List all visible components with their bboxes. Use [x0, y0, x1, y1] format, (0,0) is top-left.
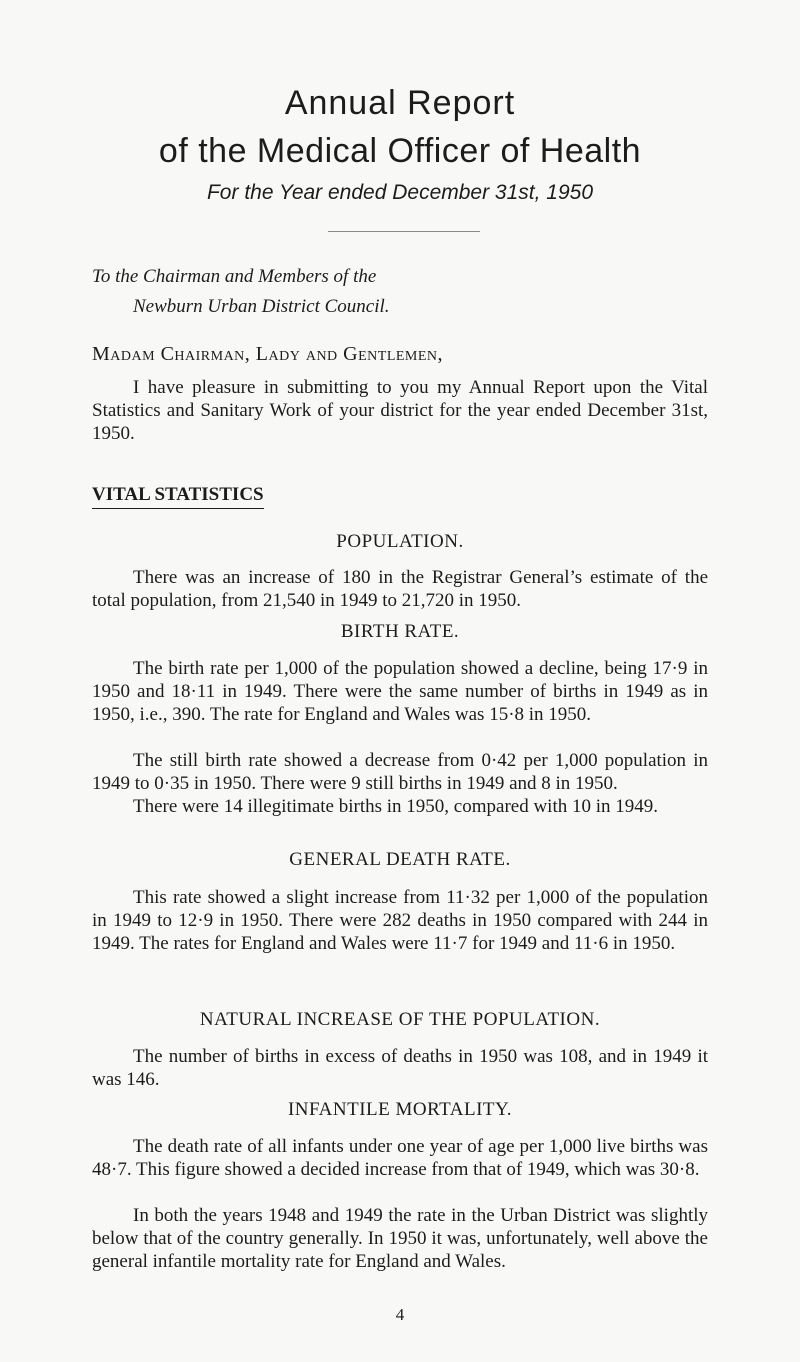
birth-rate-paragraph-2: The still birth rate showed a decrease from 0·42 per 1,000 population in 1949 to 0·35 in 1950. There were 9 still births in 1949 and 8 in 1950.	[92, 750, 708, 794]
population-paragraph: There was an increase of 180 in the Registrar General’s estimate of the total population, from 21,540 in 1949 to 21,720 in 1950.	[92, 567, 708, 611]
report-title-line1: Annual Report	[284, 84, 516, 122]
birth-rate-paragraph-3: There were 14 illegitimate births in 1950, compared with 10 in 1949.	[133, 796, 659, 817]
intro-paragraph: I have pleasure in submitting to you my Annual Report upon the Vital Statistics and Sanitary Work of your district for the year ended December 31st, 1950.	[92, 377, 708, 444]
infantile-mortality-paragraph-2: In both the years 1948 and 1949 the rate in the Urban District was slightly below that of the country generally. In 1950 it was, unfortunately, well above the general infantile mortality rate for England and Wales.	[92, 1205, 708, 1272]
birth-rate-paragraph-1: The birth rate per 1,000 of the population showed a decline, being 17·9 in 1950 and 18·11 in 1949. There were the same number of births in 1949 as in 1950, i.e., 390. The rate for England and Wales was 15·8 in 1950.	[92, 658, 708, 725]
heading-general-death-rate: GENERAL DEATH RATE.	[289, 849, 511, 870]
natural-increase-paragraph: The number of births in excess of deaths in 1950 was 108, and in 1949 it was 146.	[92, 1046, 708, 1090]
heading-infantile-mortality: INFANTILE MORTALITY.	[287, 1099, 513, 1120]
heading-population: POPULATION.	[336, 531, 464, 552]
address-line2: Newburn Urban District Council.	[133, 296, 390, 317]
address-line1: To the Chairman and Members of the	[92, 266, 377, 287]
section-title-vital-statistics: VITAL STATISTICS	[92, 484, 264, 509]
title-divider	[328, 231, 480, 232]
death-rate-paragraph: This rate showed a slight increase from 11·32 per 1,000 of the population in 1949 to 12·9 in 1950. There were 282 deaths in 1950 compared with 244 in 1949. The rates for England and Wales were 11·7 for 1949 and 11·6 in 1950.	[92, 887, 708, 954]
heading-birth-rate: BIRTH RATE.	[340, 621, 460, 642]
salutation: Madam Chairman, Lady and Gentlemen,	[92, 343, 444, 365]
page-number: 4	[395, 1305, 405, 1324]
report-title-line2: of the Medical Officer of Health	[158, 132, 642, 170]
infantile-mortality-paragraph-1: The death rate of all infants under one year of age per 1,000 live births was 48·7. This figure showed a decided increase from that of 1949, which was 30·8.	[92, 1136, 708, 1180]
report-subtitle: For the Year ended December 31st, 1950	[206, 181, 594, 204]
heading-natural-increase: NATURAL INCREASE OF THE POPULATION.	[199, 1009, 601, 1030]
